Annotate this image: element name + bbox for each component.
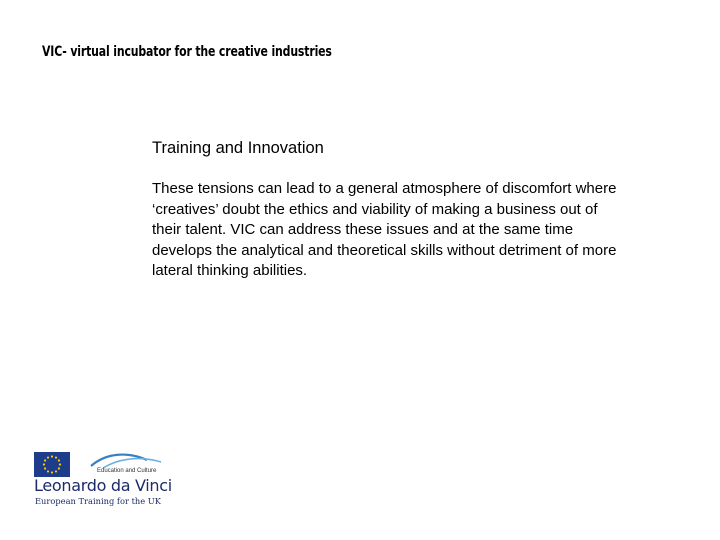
- footer-logos: [34, 450, 174, 512]
- education-culture-caption: Education and Culture: [97, 468, 157, 474]
- eu-star: [47, 456, 49, 458]
- eu-flag-icon: [34, 452, 70, 477]
- presentation-header: VIC- virtual incubator for the creative industries: [42, 44, 332, 60]
- eu-star: [47, 470, 49, 472]
- eu-star: [51, 455, 53, 457]
- eu-star: [58, 467, 60, 469]
- leonardo-subtitle: European Training for the UK: [35, 496, 161, 506]
- eu-star: [44, 459, 46, 461]
- eu-star: [55, 456, 57, 458]
- eu-star: [43, 463, 45, 465]
- slide-body-text: These tensions can lead to a general atmosphere of discomfort where ‘creatives’ doubt the ethics and viability of making a business out of their talent. VIC can address these issues and at the same time develops the analytical and theoretical skills without detriment of more lateral thinking abilities.: [152, 180, 617, 279]
- education-culture-swoosh-icon: [89, 450, 164, 470]
- slide-title: Training and Innovation: [152, 139, 324, 157]
- eu-star: [51, 471, 53, 473]
- eu-star: [59, 463, 61, 465]
- eu-star: [44, 467, 46, 469]
- leonardo-da-vinci-logo-text: Leonardo da Vinci: [34, 476, 172, 495]
- eu-star: [58, 459, 60, 461]
- eu-star: [55, 470, 57, 472]
